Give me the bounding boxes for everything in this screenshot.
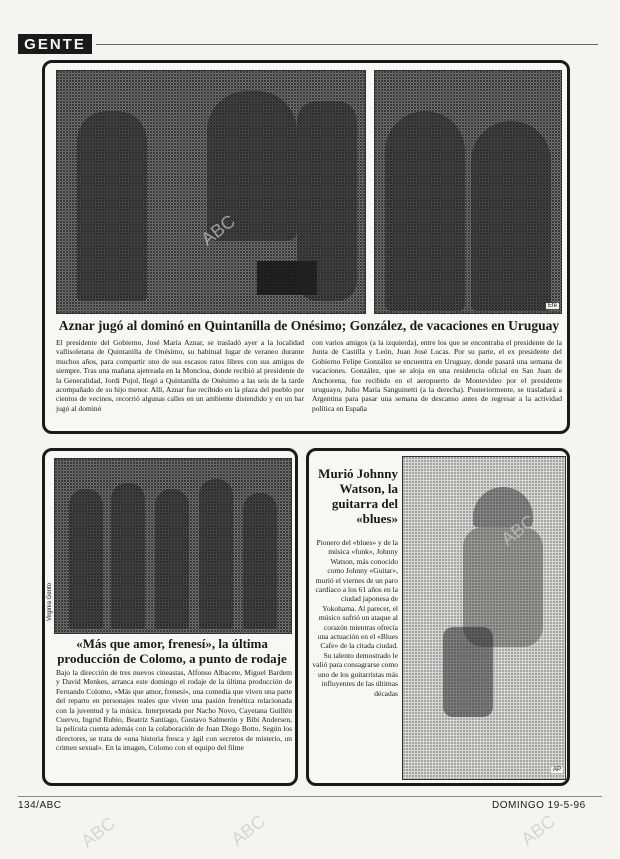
watermark: ABC [197, 210, 239, 250]
top-rule [96, 44, 598, 45]
uruguay-photo [374, 70, 562, 314]
section-label: GENTE [18, 34, 92, 54]
watson-photo [402, 456, 566, 780]
domino-photo [56, 70, 366, 314]
colomo-photo-credit: Virginia Gento [47, 583, 53, 621]
top-story-column-2: con varios amigos (a la izquierda), entre los que se encontraba el presidente de la Junta de Castilla y León, Juan José Lucas. Por su parte, el ex presidente del Gobierno Felipe González se encuentra en Uruguay, donde pasará una semana de vacaciones. González, que se aloja en una residencia oficial en San Juan de Anchorena, fue recibido en el aeropuerto de Montevideo por el presidente uruguayo, Julio María Sanguinetti (a la derecha). Posteriormente, se trasladará a Argentina para pasar una semana de descanso antes de regresar a la actividad política en España [312, 338, 562, 413]
issue-date: DOMINGO 19-5-96 [492, 800, 586, 811]
colomo-body: Bajo la dirección de tres nuevos cineastas, Alfonso Albacete, Miguel Bardem y David Menkes, arranca este domingo el rodaje de la última producción de Fernando Colomo, «Más que amor, frenesí», una comedia que viven una parte del reparto en personajes reales que viven una pasión frenética relacionada con la juventud y la música. Interpretada por Nacho Novo, Cayetana Guillén Cuervo, Ingrid Rubio, Beatriz Santiago, Gustavo Salmerón y Bibi Andersen, la película cuenta además con la colaboración de Juan Diego Botto. Según los directores, se trata de «una historia fresca y ágil con secretos de misterio, un crimen sexual». En la imagen, Colomo con el equipo del filme [56, 668, 292, 753]
watson-headline: Murió Johnny Watson, la guitarra del «blues» [318, 466, 398, 526]
watson-photo-credit: AP [552, 767, 561, 773]
watermark: ABC [227, 810, 269, 850]
watermark: ABC [517, 810, 559, 850]
colomo-headline: «Más que amor, frenesí», la última producción de Colomo, a punto de rodaje [57, 636, 287, 666]
top-story-column-1: El presidente del Gobierno, José María Aznar, se trasladó ayer a la localidad vallisoletana de Quintanilla de Onésimo, su habitual lugar de veraneo durante muchos años, para compartir uno de sus escasos ratos libres con sus amigos de siempre. Tras una mañana ajetreada en la Moncloa, donde recibió al presidente de la Generalidad, Jordi Pujol, llegó a Quintanilla de Onésimo a las seis de la tarde acompañado de su hijo menor. Allí, Aznar fue recibido en la plaza del pueblo por cientos de vecinos, recorrió algunas calles en un ambiente distendido y en un bar jugó al dominó [56, 338, 304, 413]
bottom-rule [18, 796, 602, 797]
page-number: 134/ABC [18, 800, 62, 811]
watermark: ABC [77, 812, 119, 852]
uruguay-photo-credit: Efe [547, 303, 557, 309]
watermark: ABC [497, 510, 539, 550]
top-story-headline: Aznar jugó al dominó en Quintanilla de Onésimo; González, de vacaciones en Uruguay [58, 318, 560, 333]
colomo-photo [47, 458, 292, 634]
watson-body: Pionero del «blues» y de la música «funk», Johnny Watson, más conocido como Johnny «Guitar», murió el viernes de un paro cardíaco a los 61 años en la ciudad japonesa de Yokohama. Al parecer, el músico sufrió un ataque al corazón mientras ofrecía una actuación en el «Blues Cafe» de la citada ciudad. Su talento demostrado le valió para consagrarse como uno de los guitarristas más influyentes de las últimas décadas [312, 538, 398, 698]
